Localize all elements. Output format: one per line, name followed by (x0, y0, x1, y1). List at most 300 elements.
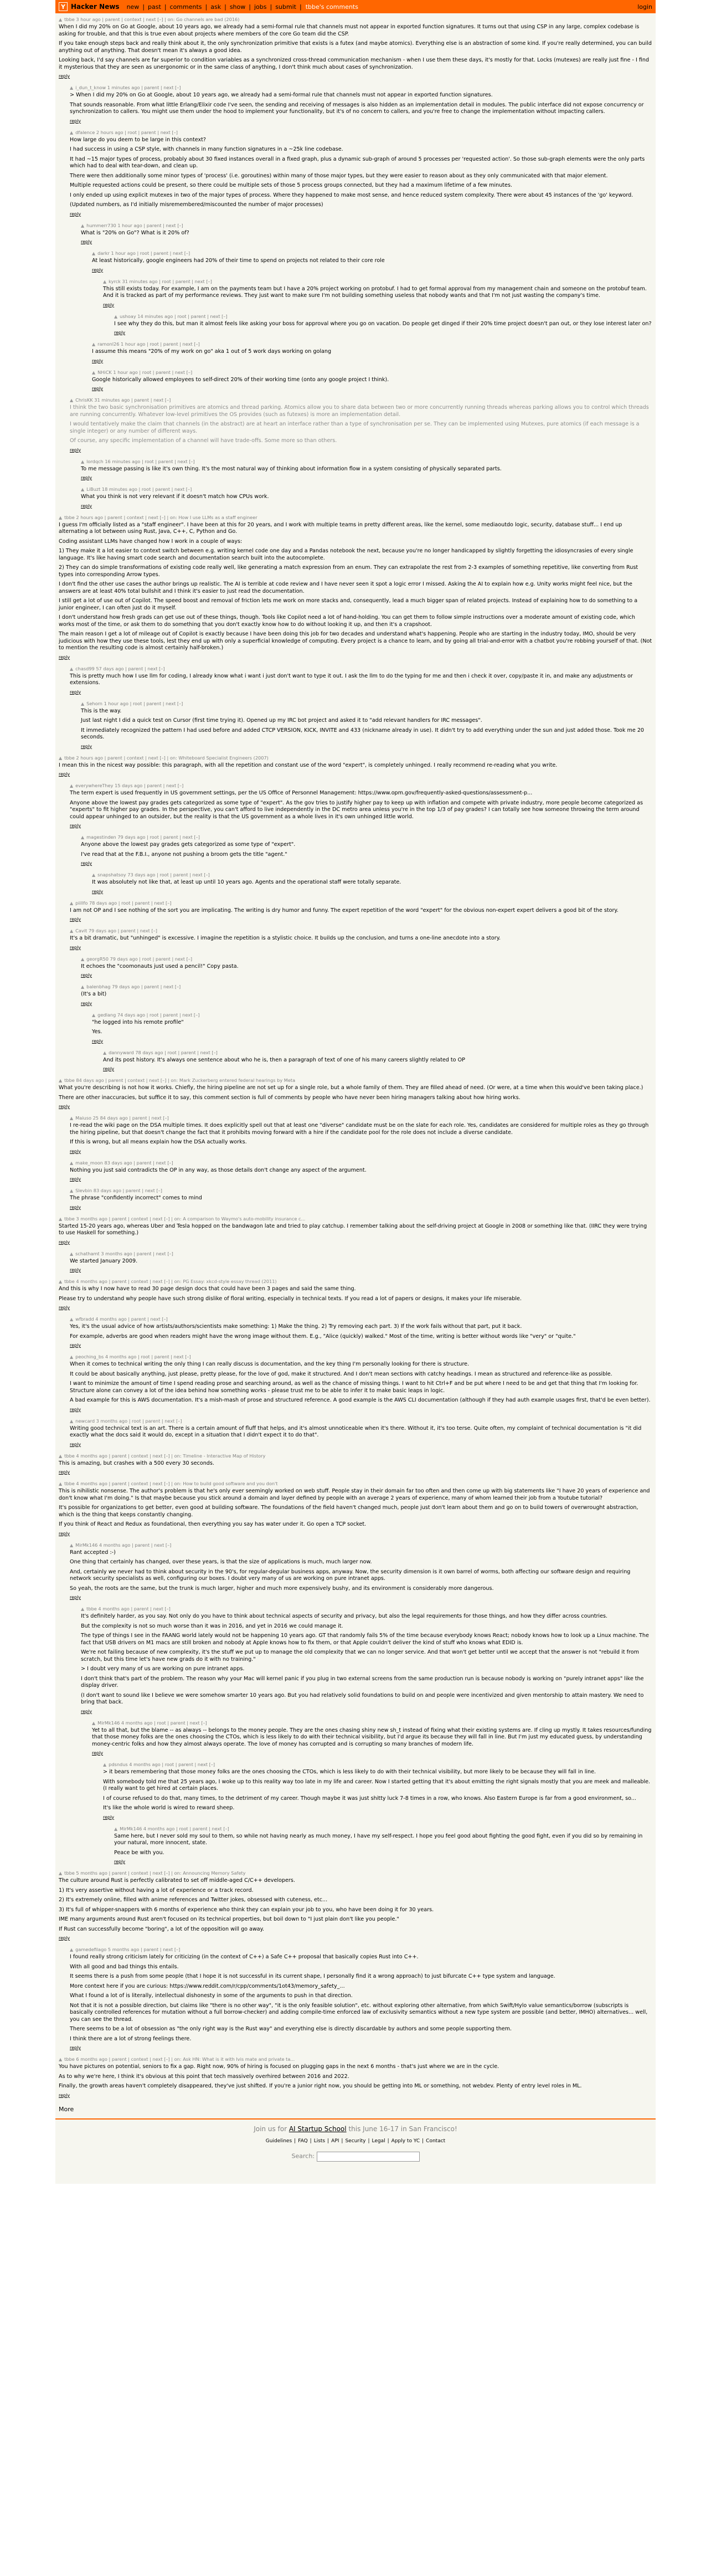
reply-link[interactable]: reply (70, 1148, 81, 1154)
comment-paragraph: What is "20% on Go"? What is it 20% of? (81, 229, 189, 236)
comment-meta[interactable] (103, 1050, 652, 1055)
comment (92, 872, 652, 894)
comment-paragraph: There were then additionally some minor types of 'process' (i.e. goroutines) within many of those major types, but they were easier to reason about as they only communicated with that major element. (70, 172, 608, 179)
comment-meta-text[interactable]: Slevbin 83 days ago | parent | next [–] (75, 1188, 162, 1193)
comment-meta-text[interactable]: schathamt 3 months ago | parent | next [–] (75, 1250, 173, 1256)
comment-paragraph: It's definitely harder, as you say. Not only do you have to think about technical aspects of security and privacy, but also the legal requirements for those things, and how they differ across countries. (81, 1613, 608, 1619)
comment-meta[interactable] (70, 1947, 652, 1952)
comment-meta-text[interactable]: tbbe 3 hour ago | parent | context | next [–] | on: Go channels are bad (2016) (64, 17, 240, 22)
comment-meta-text[interactable]: tbbe 4 months ago | parent | context | next [–] | on: How to build good software and you don't (64, 1481, 278, 1486)
reply-link[interactable]: reply (81, 239, 92, 244)
comment-meta-text[interactable]: Sehorn 1 hour ago | root | parent | next [–] (86, 700, 183, 706)
comment-body (81, 963, 652, 971)
comment-paragraph: I found really strong criticism lately for criticizing (in the context of C++) a Safe C++ proposal that basically copies Rust into C++. (70, 1954, 419, 1960)
upvote-icon[interactable]: ▲ (59, 17, 63, 22)
login-link[interactable]: login (637, 3, 652, 11)
reply-link[interactable]: reply (59, 1104, 70, 1109)
comment-body (81, 1613, 652, 1706)
comment-meta-text[interactable]: peoching_bs 4 months ago | root | parent | next [–] (75, 1354, 191, 1359)
comment-meta-text[interactable]: i_dun_t_know 1 minutes ago | parent | next [–] (75, 85, 181, 90)
reply-link[interactable]: reply (70, 1407, 81, 1412)
comment-meta[interactable] (59, 1216, 652, 1222)
comment-paragraph: This still exists today. For example, I am on the payments team but I have a 20% project working on protobuf. I had to get formal approval from my management chain and someone on the protobuf team. And it is tracked as part of my performance reviews. They just want to make sure I'm not building something useless that nobody wants and that I'm not just wasting the company's time. (103, 285, 647, 299)
comment-meta[interactable] (70, 1188, 652, 1193)
comment-meta-text[interactable]: dfalence 2 hours ago | root | parent | next [–] (75, 129, 178, 135)
upvote-icon[interactable]: ▲ (70, 783, 74, 788)
nav-link-jobs[interactable]: jobs (254, 3, 267, 11)
reply-link[interactable]: reply (81, 503, 92, 509)
reply-link[interactable]: reply (92, 889, 104, 894)
upvote-icon[interactable]: ▲ (70, 398, 74, 403)
nav-link-new[interactable]: new (126, 3, 140, 11)
comment-body (81, 708, 652, 741)
comment (103, 1050, 652, 1072)
comment-meta-text[interactable]: tbbe 4 months ago | parent | context | next [–] | on: Timeline - Interactive Map of History (64, 1453, 266, 1459)
hn-logo[interactable]: Y (59, 2, 68, 11)
comment-body (81, 230, 652, 237)
comment-body (59, 1460, 652, 1467)
comment-paragraph: With somebody told me that 25 years ago, I woke up to this reality way too late in my life and career. Now I started getting that it's about emitting the right signals mostly that you are meek and malleable. (I really want to get hired at certain places. (103, 1778, 651, 1792)
upvote-icon[interactable]: ▲ (70, 1116, 74, 1121)
upvote-icon[interactable]: ▲ (70, 1317, 74, 1322)
comment-meta[interactable] (70, 900, 652, 906)
comment-paragraph: The phrase "confidently incorrect" comes to mind (70, 1195, 202, 1201)
comment-meta-text[interactable]: MirMk146 4 months ago | parent | next [–] (75, 1542, 172, 1548)
upvote-icon[interactable]: ▲ (92, 342, 96, 347)
reply-link[interactable]: reply (70, 1177, 81, 1182)
comment-paragraph: At least historically, google engineers had 20% of their time to spend on projects not related to their core role (92, 258, 385, 264)
reply-link[interactable]: reply (70, 1268, 81, 1272)
comment-meta-text[interactable]: tbbe 2 hours ago | parent | context | next [–] | on: Whiteboard Specialist Engineers (2007) (64, 755, 269, 761)
nav-separator: | (205, 3, 208, 11)
comment-paragraph: 2) They can do simple transformations of existing code really well, like generating a match expression from an enum. They can extrapolate the rest from 2-3 examples of something repetitive, like converting from Rust types into corresponding Arrow types. (59, 565, 638, 578)
reply-link[interactable]: reply (70, 945, 81, 950)
comment-paragraph: I re-read the wiki page on the DSA multiple times. It does explicitly spell out that at least one "diverse" candidate must be on the slate for each role. Yes, candidates are considered for multiple roles as they go through the hiring pipeline, but that doesn't change the fact that it prohibits moving forward with a hire if the candidate pool for the role does not include a diverse candidate. (70, 1122, 649, 1136)
comment-meta[interactable] (81, 223, 652, 228)
comment-meta[interactable] (70, 85, 652, 90)
comment-meta-text[interactable]: everywhereThey 15 days ago | parent | next [–] (75, 783, 184, 788)
comment (70, 1947, 652, 2050)
comment (81, 956, 652, 978)
comment-meta-text[interactable]: snapshatsoy 73 days ago | root | parent | next [–] (97, 872, 210, 878)
comment-paragraph: This is nihilistic nonsense. The author's problem is that he's only ever seemingly worked on web stuff. People stay in their domain far too often and then come up with big statements like "I have 20 years of experience and don't know what I'm doing." Is that maybe because you stick around a domain and layer defined by people with an average 2 years of experience, many of whom learned their job from a Youtube tutorial? (59, 1488, 650, 1501)
comment-meta[interactable] (59, 755, 652, 761)
comment-meta[interactable] (70, 666, 652, 671)
comment-meta-text[interactable]: tbbe 6 months ago | parent | context | next [–] | on: Ask HN: What is it with Ivis mate and private ta... (64, 2056, 295, 2062)
reply-link[interactable]: reply (59, 1305, 70, 1310)
comment (59, 1279, 652, 1310)
site-name[interactable]: Hacker News (71, 3, 120, 11)
reply-link[interactable]: reply (92, 358, 104, 363)
comment-meta[interactable] (59, 1481, 652, 1486)
upvote-icon[interactable]: ▲ (70, 1188, 74, 1193)
comment-meta[interactable] (59, 1870, 652, 1876)
comment (92, 1720, 652, 1756)
comment-body (70, 92, 652, 116)
comment-meta[interactable] (81, 1606, 652, 1612)
upvote-icon[interactable]: ▲ (59, 1279, 63, 1284)
comment (114, 314, 652, 336)
reply-link[interactable]: reply (92, 1038, 104, 1044)
footer-link[interactable]: API (331, 2138, 339, 2144)
comment-meta[interactable] (70, 397, 652, 403)
comment-list (55, 17, 656, 2098)
comment-meta-text[interactable]: Cavit 79 days ago | parent | next [–] (75, 928, 157, 933)
comment-meta[interactable] (70, 1251, 652, 1256)
comment-meta-text[interactable]: tbbe 4 months ago | parent | context | next [–] | on: PG Essay: xkcd-style essay thread (2011) (64, 1279, 277, 1284)
comment-meta[interactable] (70, 1354, 652, 1359)
comment-paragraph: Yes. (92, 1029, 102, 1035)
upvote-icon[interactable]: ▲ (103, 279, 107, 284)
comment-meta[interactable] (59, 1077, 652, 1083)
comment-paragraph: If this is wrong, but all means explain how the DSA actually works. (70, 1139, 247, 1145)
comment-paragraph: It had ~15 major types of process, probably about 30 fixed instances overall in a fixed graph, plus a dynamic sub-graph of around 5 processes per 'requested action'. So those sub-graph elements were the only parts which had to deal with tear-down, and clean up. (70, 156, 645, 169)
reply-link[interactable]: reply (92, 267, 104, 273)
comment-meta[interactable] (92, 250, 652, 256)
comment-meta[interactable] (114, 1826, 652, 1831)
comment-meta[interactable] (59, 1453, 652, 1459)
comment-meta[interactable] (103, 279, 652, 284)
comment-meta-text[interactable]: magestinden 79 days ago | root | parent | next [–] (86, 834, 200, 840)
upvote-icon[interactable]: ▲ (70, 666, 74, 671)
footer-link[interactable]: Apply to YC (391, 2138, 420, 2144)
comment-meta-text[interactable]: tbbe 84 days ago | parent | context | next [–] | on: Mark Zuckerberg entered federal hearings by Meta (64, 1077, 296, 1083)
comment-body (59, 2064, 652, 2090)
comment-meta[interactable] (70, 1542, 652, 1548)
footer-link[interactable]: Legal (372, 2138, 385, 2144)
upvote-icon[interactable]: ▲ (92, 873, 96, 878)
footer-links (55, 2138, 656, 2144)
comment-paragraph: With all good and bad things this entails. (70, 1963, 179, 1970)
comment (81, 486, 652, 509)
comment-meta-text[interactable]: make_moon 83 days ago | parent | next [–] (75, 1159, 173, 1166)
yc-banner (55, 2125, 656, 2133)
footer-link[interactable]: Security (345, 2138, 366, 2144)
comment-meta[interactable] (70, 1160, 652, 1166)
upvote-icon[interactable]: ▲ (103, 1050, 107, 1055)
comment-meta[interactable] (81, 701, 652, 706)
reply-link[interactable]: reply (70, 447, 81, 453)
comment (59, 1077, 652, 1109)
upvote-icon[interactable]: ▲ (70, 1251, 74, 1256)
comment-meta-text[interactable]: piillfo 78 days ago | root | parent | next [–] (75, 900, 172, 906)
reply-link[interactable]: reply (70, 2045, 81, 2050)
reply-link[interactable]: reply (70, 689, 81, 695)
comment-meta-text[interactable]: ChrisKK 31 minutes ago | parent | next [–] (75, 397, 171, 403)
upvote-icon[interactable]: ▲ (114, 1826, 118, 1831)
comment-paragraph: I guess I'm officially listed as a "staff engineer". I have been at this for 20 years, and I work with multiple teams in pretty different areas, like the kernel, some mediaoutdo logic, security, database stuff... I end up alternating a lot between using Rust, Java, C++, C, Python and Go. (59, 521, 622, 535)
reply-link[interactable]: reply (59, 1239, 70, 1245)
reply-link[interactable]: reply (59, 654, 70, 660)
reply-link[interactable]: reply (92, 1751, 104, 1756)
reply-link[interactable]: reply (81, 973, 92, 978)
comment-meta[interactable] (81, 486, 652, 492)
reply-link[interactable]: reply (70, 1441, 81, 1447)
comment-paragraph: Please try to understand why people have such strong dislike of floral writing, especially in technical texts. If you read a lot of papers or designs, it makes your life miserable. (59, 1295, 522, 1302)
comment-paragraph: The culture around Rust is perfectly calibrated to set off middle-aged C/C++ developers. (59, 1877, 295, 1884)
comment (92, 1012, 652, 1044)
comment-paragraph: Writing good technical text is an art. There is a certain amount of fluff that helps, and it's almost unnoticeable when it's there. Without it, it's too terse. Quite often, my complaint of technical documentation is "it did exactly what the docs said it would do, except in a situation that I didn't expect it to do that". (70, 1425, 642, 1438)
nav-separator: | (270, 3, 272, 11)
reply-link[interactable]: reply (59, 772, 70, 777)
comment-paragraph: Anyone above the lowest pay grades gets categorized as some type of "expert". (81, 841, 296, 848)
comment (92, 341, 652, 363)
reply-link[interactable]: reply (70, 823, 81, 828)
comment-paragraph: Multiple requested actions could be present, so there could be multiple sets of those 5 process groups connected, but they had a maximum lifetime of a few minutes. (70, 182, 513, 188)
upvote-icon[interactable]: ▲ (59, 1481, 63, 1486)
reply-link[interactable]: reply (103, 1066, 115, 1071)
comment-meta[interactable] (59, 17, 652, 22)
comment (70, 1354, 652, 1412)
reply-link[interactable]: reply (59, 74, 70, 79)
comment-paragraph: What you're describing is not how it works. Chiefly, the hiring pipeline are not set up for a single role, but a whole family of them. They are filled ahead of need. (Or were, at a time when this would've been taking place.) (59, 1085, 643, 1091)
comment-paragraph: One thing that certainly has changed, over these years, is that the size of applications is much, much larger now. (70, 1559, 372, 1565)
comment-meta[interactable] (81, 459, 652, 464)
comment-meta-text[interactable]: gamedefilago 5 months ago | parent | next [–] (75, 1947, 181, 1952)
reply-link[interactable]: reply (81, 861, 92, 866)
upvote-icon[interactable]: ▲ (81, 223, 85, 228)
comment-paragraph: I don't think that's part of the problem. The reason why your Mac will kernel panic if you plug in two external screens from the same production run is because nobody is working on "purely intranet apps" like the display driver. (81, 1675, 644, 1689)
comment-meta[interactable] (114, 314, 652, 319)
comment-meta[interactable] (70, 1316, 652, 1322)
upvote-icon[interactable]: ▲ (59, 515, 63, 520)
comment-meta-text[interactable]: darkr 1 hour ago | root | parent | next [–] (97, 250, 190, 256)
comment-paragraph: We're not failing because of new complexity, it's the stuff we put up to manage the old complexity that we can no longer service. And that won't get better until we accept that the answer is not "rebuild it from scratch, but this time let's have new grads do it with no training." (81, 1649, 639, 1662)
comment-meta-text[interactable]: ushoay 14 minutes ago | root | parent | next [–] (120, 313, 228, 319)
upvote-icon[interactable]: ▲ (59, 1078, 63, 1083)
upvote-icon[interactable]: ▲ (81, 487, 85, 492)
reply-link[interactable]: reply (81, 1708, 92, 1714)
comment-paragraph: A bad example for this is AWS documentation. It's a mish-mash of prose and structured reference. A good example is the AWS CLI documentation (although if they had auth example usages first, that'd be even better). (70, 1397, 651, 1403)
comment-body (81, 494, 652, 501)
footer-link[interactable]: FAQ (298, 2138, 308, 2144)
comment-paragraph: This is the way. (81, 707, 122, 714)
comment-body (70, 907, 652, 915)
current-page-label: tbbe's comments (305, 3, 358, 11)
comment-paragraph: It's possible for organizations to get better, even good at building software. The foundations of the field haven't changed much, people just don't learn about them and go on to build towers of overwrought abstraction, which is the thing that keeps constantly changing. (59, 1505, 638, 1518)
comment-meta-text[interactable]: MirMk146 4 months ago | root | parent | next [–] (97, 1720, 207, 1726)
upvote-icon[interactable]: ▲ (70, 130, 74, 135)
upvote-icon[interactable]: ▲ (81, 701, 85, 706)
comment-meta-text[interactable]: balenbhag 79 days ago | parent | next [–] (86, 984, 181, 989)
comment-meta-text[interactable]: gedlang 74 days ago | root | parent | next [–] (97, 1012, 200, 1018)
upvote-icon[interactable]: ▲ (59, 1453, 63, 1459)
comment-meta[interactable] (103, 1762, 652, 1767)
comment-meta[interactable] (59, 2056, 652, 2062)
comment-meta-text[interactable]: tbbe 4 months ago | parent | next [–] (86, 1606, 171, 1612)
comment-paragraph: Peace be with you. (114, 1849, 164, 1856)
comment-meta-text[interactable]: LiBuzt 18 minutes ago | root | parent | next [–] (86, 486, 192, 492)
comment-meta-text[interactable]: pdsndus 4 months ago | root | parent | next [–] (109, 1762, 215, 1767)
comment-meta-text[interactable]: wfbradd 4 months ago | parent | next [–] (75, 1316, 168, 1322)
comment-meta[interactable] (70, 1115, 652, 1121)
reply-link[interactable]: reply (81, 1000, 92, 1006)
upvote-icon[interactable]: ▲ (92, 1720, 96, 1726)
comment-meta[interactable] (92, 370, 652, 375)
comment-paragraph: Started 15-20 years ago, whereas Uber and Tesla hopped on the bandwagon late and tried to play catchup. I remember talking about the self-driving project at Google in 2008 or something like that. (IIRC they were trying to use Haskell for something.) (59, 1223, 647, 1236)
upvote-icon[interactable]: ▲ (92, 251, 96, 256)
comment-meta[interactable] (92, 872, 652, 878)
nav-separator: | (142, 3, 145, 11)
reply-link[interactable]: reply (81, 743, 92, 749)
comment-paragraph: > I doubt very many of us are working on pure intranet apps. (81, 1666, 245, 1672)
comment-meta-text[interactable]: NHiCK 1 hour ago | root | parent | next [–] (97, 369, 193, 375)
comment-body (114, 1833, 652, 1857)
comment-meta-text[interactable]: hummerr730 1 hour ago | parent | next [–] (86, 222, 183, 228)
comment-paragraph: I want to minimize the amount of time I spend reading prose and searching around, as well as the chance of missing things. I want to hit Ctrl+F and be put where I need to be and get that thing that I'm looking for. Structure alone can convey a lot of the idea behind how something works - please trust me to be able to infer it to make basic leaps in logic. (70, 1381, 638, 1394)
comment-meta[interactable] (81, 834, 652, 840)
reply-link[interactable]: reply (70, 1343, 81, 1348)
footer-link[interactable]: Contact (426, 2138, 446, 2144)
comment-meta-text[interactable]: chasd99 57 days ago | parent | next [–] (75, 665, 165, 671)
comment-paragraph: The term expert is used frequently in US government settings, per the US Office of Personnel Management: https://www.opm.gov/frequently-asked-questions/assessment-p... (70, 790, 533, 796)
reply-link[interactable]: reply (92, 386, 104, 391)
upvote-icon[interactable]: ▲ (103, 1762, 107, 1767)
upvote-icon[interactable]: ▲ (70, 928, 74, 933)
upvote-icon[interactable]: ▲ (92, 1012, 96, 1018)
comment (81, 834, 652, 866)
comment-body (70, 1549, 652, 1593)
reply-link[interactable]: reply (114, 330, 126, 335)
reply-link[interactable]: reply (114, 1859, 126, 1864)
comment-paragraph: What you think is not very relevant if it doesn't match how CPUs work. (81, 494, 269, 500)
reply-link[interactable]: reply (70, 1204, 81, 1210)
comment-body (59, 1488, 652, 1528)
comment-paragraph: 1) It's very assertive without having a lot of experience or a track record. (59, 1887, 254, 1893)
comment-paragraph: I only ended up using explicit mutexes in two of the major types of process. Where they happened to make most sense, and hence reduced system complexity. There were about 45 instances of the 'go' keyword. (70, 192, 633, 198)
reply-link[interactable]: reply (59, 2092, 70, 2098)
comment-paragraph: Looking back, I'd say channels are far superior to condition variables as a synchronized cross-thread communication mechanism - when I use them these days, it's mostly for that. Locks (mutexes) are really just fine - I find it mysterious that they are seen as unergonomic or in the same class of anything, I don't think much about cases of synchronization. (59, 57, 650, 70)
comment-meta[interactable] (81, 984, 652, 989)
comment-meta[interactable] (70, 1418, 652, 1424)
nav-link-submit[interactable]: submit (275, 3, 296, 11)
reply-link[interactable]: reply (70, 917, 81, 922)
comment-paragraph: You have pictures on potential, seniors to fix a gap. Right now, 90% of hiring is focused on plugging gaps in the next 6 months - that's just where we are in the cycle. (59, 2064, 499, 2070)
comment (59, 515, 652, 660)
upvote-icon[interactable]: ▲ (70, 1542, 74, 1548)
reply-link[interactable]: reply (59, 1531, 70, 1536)
upvote-icon[interactable]: ▲ (70, 85, 74, 90)
upvote-icon[interactable]: ▲ (70, 1354, 74, 1359)
upvote-icon[interactable]: ▲ (59, 2057, 63, 2062)
upvote-icon[interactable]: ▲ (114, 314, 118, 319)
upvote-icon[interactable]: ▲ (81, 1607, 85, 1612)
comment (59, 1870, 652, 1941)
comment-paragraph: (Updated numbers, as I'd initially misremembered/miscounted the number of major processes) (70, 202, 323, 208)
comment-paragraph: For example, adverbs are good when readers might have the wrong image without them. E.g., "Alice (quickly) walked." Most of the time, writing is better without words like "very" or "quite." (70, 1333, 576, 1340)
reply-link[interactable]: reply (81, 475, 92, 480)
reply-link[interactable]: reply (103, 1814, 115, 1820)
comment-meta-text[interactable]: lordqch 16 minutes ago | root | parent | next [–] (86, 458, 195, 464)
comment-meta[interactable] (59, 1279, 652, 1284)
comment-body (92, 258, 652, 265)
upvote-icon[interactable]: ▲ (92, 370, 96, 375)
comment-meta-text[interactable]: georgR50 79 days ago | root | parent | next [–] (86, 956, 193, 962)
upvote-icon[interactable]: ▲ (81, 984, 85, 989)
comment-meta[interactable] (92, 341, 652, 347)
yc-prefix: Join us for (254, 2125, 287, 2133)
reply-link[interactable]: reply (70, 211, 81, 217)
comment (70, 1316, 652, 1348)
reply-link[interactable]: reply (59, 1470, 70, 1475)
reply-link[interactable]: reply (70, 1595, 81, 1600)
comment (81, 701, 652, 749)
yc-link[interactable]: AI Startup School (288, 2125, 347, 2133)
nav-link-ask[interactable]: ask (210, 3, 221, 11)
upvote-icon[interactable]: ▲ (59, 1871, 63, 1876)
footer-link[interactable]: Guidelines (265, 2138, 292, 2144)
upvote-icon[interactable]: ▲ (70, 900, 74, 906)
comment-meta-text[interactable]: tbbe 5 months ago | parent | context | next [–] | on: Announcing Memory Safety (64, 1870, 246, 1876)
comment (103, 279, 652, 307)
comment (70, 1188, 652, 1210)
upvote-icon[interactable]: ▲ (70, 1947, 74, 1952)
comment-paragraph: I assume this means "20% of my work on go" aka 1 out of 5 work days working on golang (92, 348, 332, 355)
comment (70, 85, 652, 124)
comment-meta[interactable] (92, 1012, 652, 1018)
comment-meta[interactable] (81, 956, 652, 962)
nav-separator: | (224, 3, 226, 11)
more-link[interactable]: More (59, 2105, 74, 2113)
comment-meta[interactable] (92, 1720, 652, 1726)
comment-meta-text[interactable]: dannyward 78 days ago | root | parent | next [–] (109, 1049, 218, 1055)
reply-link[interactable]: reply (103, 302, 115, 307)
comment-paragraph: Of course, any specific implementation of a channel will have trade-offs. Some more so than others. (70, 438, 337, 444)
upvote-icon[interactable]: ▲ (81, 956, 85, 962)
nav-link-past[interactable]: past (148, 3, 161, 11)
comment-paragraph: What I found a lot of is literally, intellectual dishonesty in some of the arguments to push in that direction. (70, 1993, 353, 1999)
upvote-icon[interactable]: ▲ (70, 1418, 74, 1424)
comment (81, 223, 652, 245)
comment-meta[interactable] (70, 928, 652, 933)
comment-body (70, 1195, 652, 1202)
comment-paragraph: It was absolutely not like that, at least up until 10 years ago. Agents and the operational staff were totally separate. (92, 879, 401, 885)
search-input[interactable] (317, 2152, 420, 2162)
upvote-icon[interactable]: ▲ (81, 459, 85, 464)
comment-meta-text[interactable]: tbbe 3 months ago | parent | context | next [–] | on: A comparison to Waymo's auto-mobility insurance c... (64, 1215, 306, 1222)
reply-link[interactable]: reply (70, 118, 81, 124)
nav-link-comments[interactable]: comments (169, 3, 202, 11)
upvote-icon[interactable]: ▲ (81, 835, 85, 840)
comment-body (70, 790, 652, 820)
comment-meta-text[interactable]: kyrck 31 minutes ago | root | parent | next [–] (109, 278, 212, 284)
comment (92, 250, 652, 273)
upvote-icon[interactable]: ▲ (70, 1160, 74, 1166)
comment-meta-text[interactable]: tbbe 2 hours ago | parent | context | next [–] | on: How I use LLMs as a staff engineer (64, 514, 257, 520)
footer-separator: | (422, 2138, 424, 2144)
upvote-icon[interactable]: ▲ (59, 1216, 63, 1222)
comment-meta-text[interactable]: newcard 3 months ago | root | parent | next [–] (75, 1418, 182, 1424)
comment-meta-text[interactable]: Maiuso 25 84 days ago | parent | next [–] (75, 1115, 169, 1121)
comment-meta-text[interactable]: MirMk146 4 months ago | root | parent | next [–] (120, 1825, 229, 1831)
upvote-icon[interactable]: ▲ (59, 755, 63, 761)
footer (55, 2118, 656, 2184)
comment-paragraph: It seems there is a push from some people (that I hope it is not successful in its current shape, I personally find it a wrong approach) to just bifurcate C++ type system and language. (70, 1973, 555, 1979)
comment-meta[interactable] (70, 783, 652, 788)
comment (70, 900, 652, 922)
comment-paragraph: 2) It's extremely online, filled with anime references and Twitter jokes, obsessed with cuteness, etc... (59, 1897, 328, 1903)
footer-link[interactable]: Lists (313, 2138, 326, 2144)
comment (70, 130, 652, 217)
comment-paragraph: > When I did my 20% on Go at Google, about 10 years ago, we already had a semi-formal rule that channels must not appear in exported function signatures. (70, 92, 493, 98)
nav-link-show[interactable]: show (229, 3, 246, 11)
comment-meta-text[interactable]: ramonl26 1 hour ago | root | parent | next [–] (97, 341, 200, 347)
comment-body (70, 137, 652, 209)
comment-paragraph: Nothing you just said contradicts the OP in any way, as those details don't change any aspect of the argument. (70, 1167, 367, 1173)
reply-link[interactable]: reply (59, 1936, 70, 1941)
comment-meta[interactable] (59, 515, 652, 520)
comment-meta[interactable] (70, 130, 652, 135)
